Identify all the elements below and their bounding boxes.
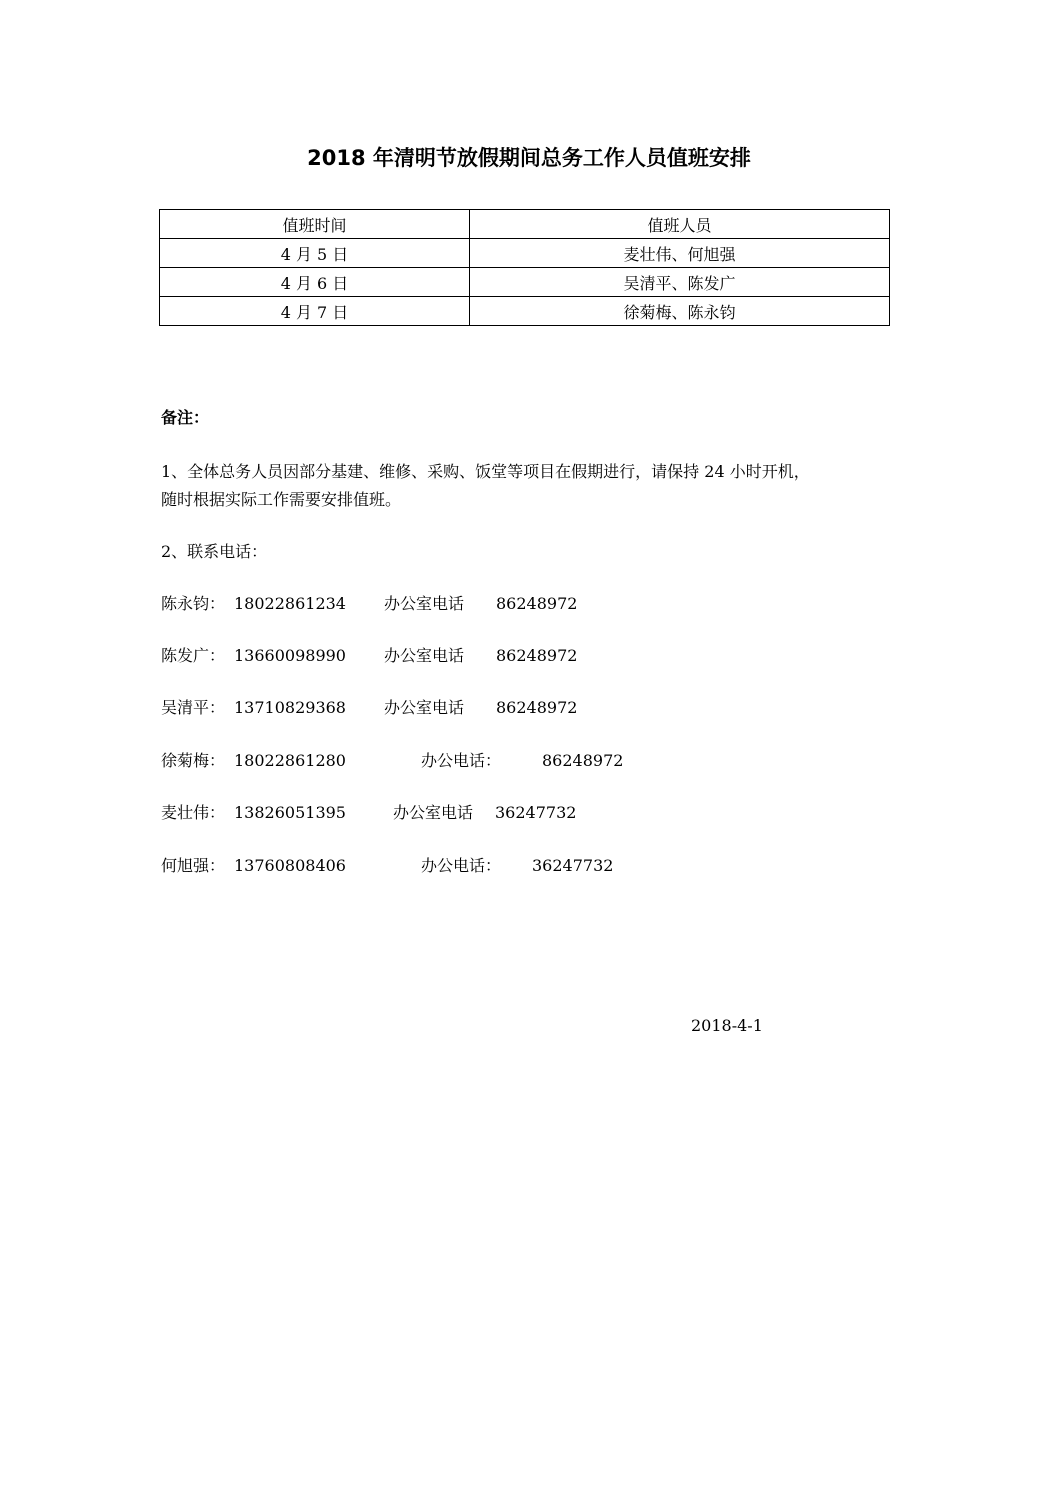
contact-office-phone: 86248972 <box>542 751 624 770</box>
contact-office-phone: 36247732 <box>495 803 577 822</box>
contact-mobile: 13660098990 <box>234 646 346 665</box>
note-item-1-line-2: 随时根据实际工作需要安排值班。 <box>161 490 402 509</box>
duty-schedule-table <box>159 209 890 326</box>
table-header-row <box>160 210 890 239</box>
contact-mobile: 18022861234 <box>234 594 346 613</box>
duty-date-cell: 4 月 5 日 <box>160 239 470 268</box>
document-date: 2018-4-1 <box>691 1016 763 1035</box>
contact-office-label: 办公电话： <box>421 856 502 875</box>
contact-office-label: 办公室电话 <box>384 698 465 717</box>
table-row <box>160 239 890 268</box>
column-header-date: 值班时间 <box>160 210 470 239</box>
duty-staff-cell: 徐菊梅、陈永钧 <box>470 297 890 326</box>
contact-office-phone: 86248972 <box>496 594 578 613</box>
duty-date-cell: 4 月 7 日 <box>160 297 470 326</box>
note-item-1 <box>161 458 901 514</box>
contact-name: 徐菊梅： <box>161 751 226 770</box>
contact-name: 何旭强： <box>161 856 226 875</box>
contact-mobile: 13760808406 <box>234 856 346 875</box>
contact-mobile: 13710829368 <box>234 698 346 717</box>
duty-staff-cell: 吴清平、陈发广 <box>470 268 890 297</box>
contact-mobile: 13826051395 <box>234 803 346 822</box>
note-item-1-line-1: 1、全体总务人员因部分基建、维修、采购、饭堂等项目在假期进行，请保持 24 小时开机， <box>161 462 810 481</box>
contact-mobile: 18022861280 <box>234 751 346 770</box>
contact-office-label: 办公室电话 <box>384 646 465 665</box>
duty-date-cell: 4 月 6 日 <box>160 268 470 297</box>
contact-office-phone: 36247732 <box>532 856 614 875</box>
table-row <box>160 297 890 326</box>
notes-heading: 备注： <box>161 408 210 427</box>
contact-office-label: 办公室电话 <box>393 803 474 822</box>
contact-office-phone: 86248972 <box>496 698 578 717</box>
contact-name: 吴清平： <box>161 698 226 717</box>
contact-office-label: 办公室电话 <box>384 594 465 613</box>
note-item-2: 2、联系电话： <box>161 542 268 561</box>
table-row <box>160 268 890 297</box>
column-header-staff: 值班人员 <box>470 210 890 239</box>
contact-name: 麦壮伟： <box>161 803 226 822</box>
contact-office-phone: 86248972 <box>496 646 578 665</box>
contact-name: 陈发广： <box>161 646 226 665</box>
contact-name: 陈永钧： <box>161 594 226 613</box>
duty-staff-cell: 麦壮伟、何旭强 <box>470 239 890 268</box>
document-title: 2018 年清明节放假期间总务工作人员值班安排 <box>307 146 751 170</box>
contact-office-label: 办公电话： <box>421 751 502 770</box>
